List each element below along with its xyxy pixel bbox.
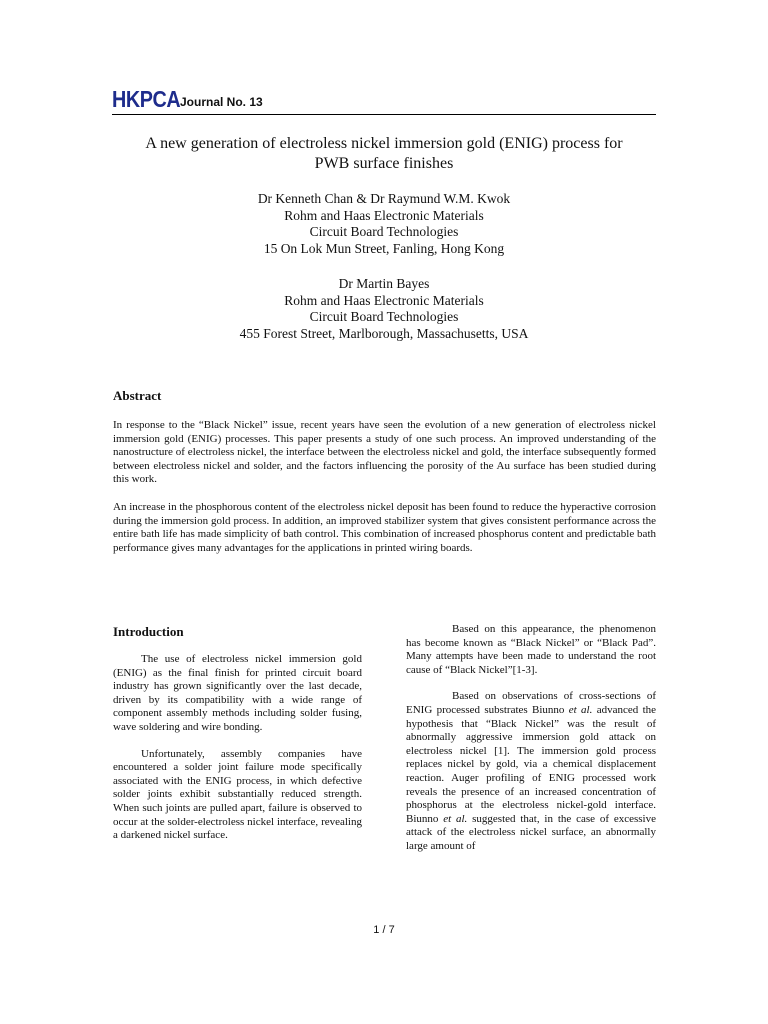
text-run: advanced the hypothesis that “Black Nickel” was the result of abnormally aggressive immersion gold attack on electroless nickel [1]. The immersion gold process replaces nickel by gold, via a chemical displacement reaction. Auger profiling of ENIG processed work reveals the presence of an increased concentration of phosphorus at the electroless nickel-gold interface. Biunno bbox=[406, 703, 657, 825]
paper-title bbox=[100, 134, 668, 174]
body-paragraph bbox=[406, 690, 656, 853]
body-paragraph: The use of electroless nickel immersion gold (ENIG) as the final finish for printed circuit board industry has grown significantly over the last decade, driven by its compatibility with a wide range of component assembly methods including solder fusing, wave soldering and wire bonding. bbox=[113, 653, 362, 733]
author-division: Circuit Board Technologies bbox=[309, 309, 459, 324]
abstract-paragraph: In response to the “Black Nickel” issue, recent years have seen the evolution of a new generation of electroless nickel immersion gold (ENIG) processes. This paper presents a study of one such process. An improved understanding of the nanostructure of electroless nickel, the interface between the electroless nickel and gold, the interface subsequently formed between electroless nickel and solder, and the factors influencing the porosity of the Au surface has been studied during this work. bbox=[113, 419, 656, 486]
body-paragraph: Based on this appearance, the phenomenon has become known as “Black Nickel” or “Black Pad”. Many attempts have been made to understand the root cause of “Black Nickel”[1-3]. bbox=[406, 623, 656, 676]
hkpca-logo: HKPCA bbox=[112, 86, 181, 112]
author-block-1 bbox=[100, 191, 668, 257]
author-block-2 bbox=[100, 276, 668, 342]
introduction-heading: Introduction bbox=[113, 624, 184, 639]
paper-title-line: PWB surface finishes bbox=[314, 155, 454, 172]
author-names: Dr Martin Bayes bbox=[338, 276, 430, 291]
author-company: Rohm and Haas Electronic Materials bbox=[284, 207, 484, 223]
journal-header bbox=[112, 84, 656, 115]
body-paragraph: Unfortunately, assembly companies have encountered a solder joint failure mode specifically associated with the ENIG process, in which defective solder joints exhibit substantially reduced strength. When such joints are pulled apart, failure is observed to occur at the solder-electroless nickel interface, revealing a darkened nickel surface. bbox=[113, 747, 362, 842]
author-division: Circuit Board Technologies bbox=[309, 224, 459, 239]
journal-number: Journal No. 13 bbox=[180, 95, 263, 109]
abstract-heading: Abstract bbox=[113, 388, 162, 403]
page-number: 1 / 7 bbox=[373, 924, 395, 936]
author-company: Rohm and Haas Electronic Materials bbox=[284, 292, 484, 308]
introduction-right-column bbox=[406, 623, 656, 854]
author-address: 15 On Lok Mun Street, Fanling, Hong Kong bbox=[263, 240, 505, 256]
italic-text: et al. bbox=[568, 703, 593, 716]
italic-text: et al. bbox=[443, 812, 468, 825]
text-run: suggested that, in the case of excessive attack of the electroless nickel surface, an abnormally large amount of bbox=[406, 812, 656, 852]
text-run: Based on observations of cross-sections of ENIG processed substrates Biunno bbox=[406, 690, 656, 716]
author-names: Dr Kenneth Chan & Dr Raymund W.M. Kwok bbox=[257, 191, 511, 206]
paper-title-line: A new generation of electroless nickel immersion gold (ENIG) process for bbox=[145, 135, 623, 152]
abstract-paragraph: An increase in the phosphorous content of the electroless nickel deposit has been found to reduce the hyperactive corrosion during the immersion gold process. In addition, an improved stabilizer system that gives consistent performance across the entire bath life has made simplicity of bath control. This combination of increased phosphorus content and predictable bath performance gives many advantages for the applications in printed wiring boards. bbox=[113, 501, 656, 554]
introduction-left-column bbox=[113, 653, 362, 843]
author-address: 455 Forest Street, Marlborough, Massachusetts, USA bbox=[239, 325, 529, 341]
